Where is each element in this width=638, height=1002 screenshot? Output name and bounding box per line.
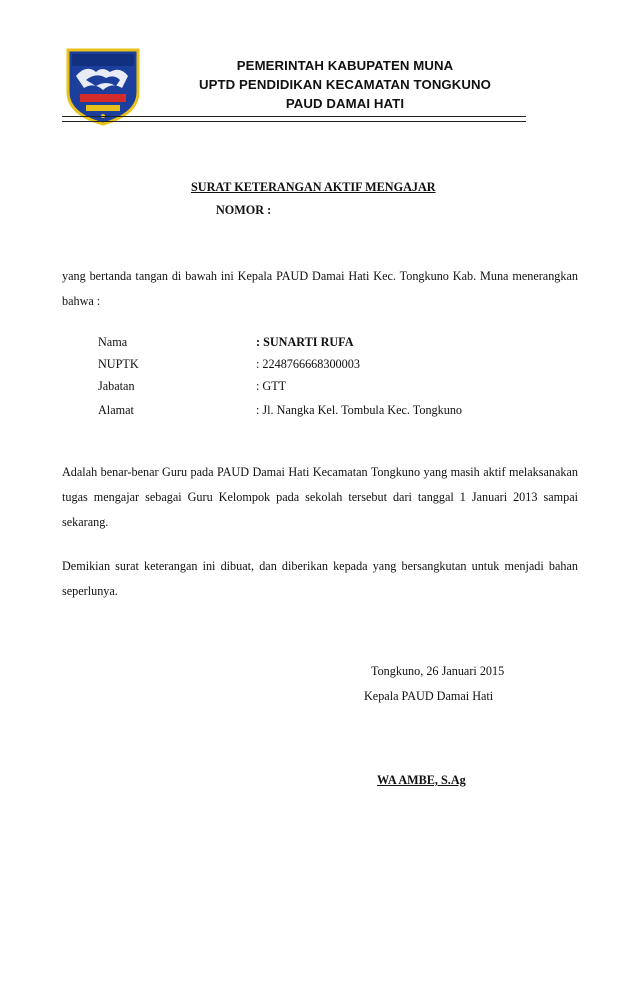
letterhead-divider-thick — [62, 116, 526, 117]
regency-logo — [62, 42, 144, 126]
detail-label: Jabatan — [98, 379, 135, 393]
signature-position: Kepala PAUD Damai Hati — [364, 689, 494, 703]
body-paragraph: Adalah benar-benar Guru pada PAUD Damai Hati Kecamatan Tongkuno yang masih aktif melaksanakan tugas mengajar sebagai Guru Kelompok pada sekolah tersebut dari tanggal 1 Januari 2013 sampai sekarang. — [62, 465, 578, 529]
letterhead-line-2: UPTD PENDIDIKAN KECAMATAN TONGKUNO — [198, 77, 492, 92]
letter-title: SURAT KETERANGAN AKTIF MENGAJAR — [191, 180, 436, 194]
signature-name: WA AMBE, S.Ag — [377, 773, 466, 787]
detail-value: : GTT — [256, 379, 287, 393]
detail-value: : Jl. Nangka Kel. Tombula Kec. Tongkuno — [256, 403, 463, 417]
detail-label: Nama — [98, 335, 128, 349]
letterhead — [150, 56, 540, 113]
letterhead-divider-thin — [62, 121, 526, 122]
letter-number: NOMOR : — [216, 203, 272, 217]
detail-value: : 2248766668300003 — [256, 357, 360, 371]
detail-value: : SUNARTI RUFA — [256, 335, 354, 349]
detail-label: NUPTK — [98, 357, 139, 371]
signature-place-date: Tongkuno, 26 Januari 2015 — [371, 664, 505, 678]
intro-paragraph: yang bertanda tangan di bawah ini Kepala PAUD Damai Hati Kec. Tongkuno Kab. Muna menerangkan bahwa : — [62, 269, 578, 308]
closing-paragraph: Demikian surat keterangan ini dibuat, dan diberikan kepada yang bersangkutan untuk menjadi bahan seperlunya. — [62, 559, 578, 598]
letterhead-line-1: PEMERINTAH KABUPATEN MUNA — [236, 58, 454, 73]
letterhead-line-3: PAUD DAMAI HATI — [285, 96, 405, 111]
detail-label: Alamat — [98, 403, 134, 417]
